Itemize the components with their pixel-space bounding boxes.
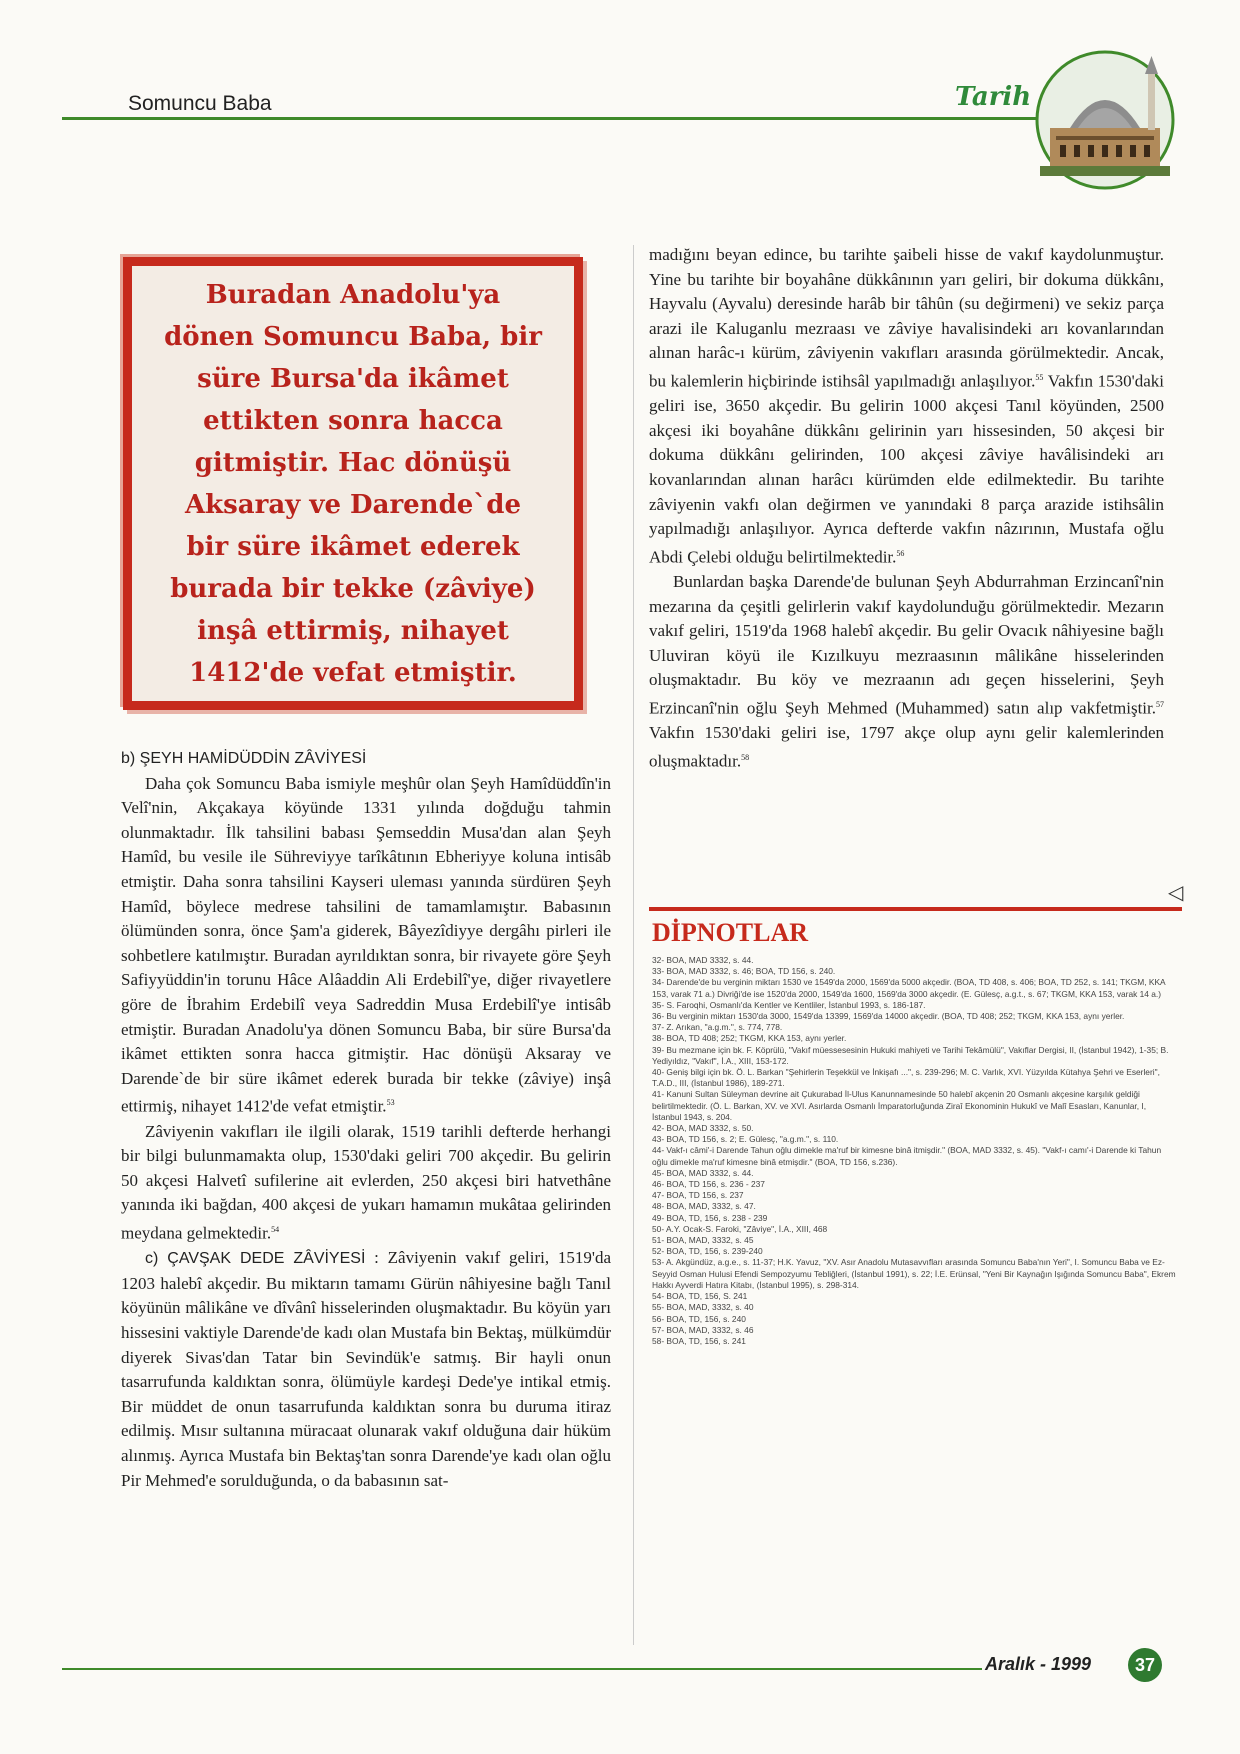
page-header: [0, 0, 1240, 200]
paragraph: Bunlardan başka Darende'de bulunan Şeyh Abdurrahman Erzincanî'nin mezarına da çeşitli gelirlerin vakıf kaydolunduğu görülmektedir. Mezarın vakıf geliri, 1519'da 1968 halebî akçedir. Bu gelir Ovacık nâhiyesine bağlı Uluviran köyü ile Kızılkuyu mezraasının mâlikâne hisselerinden oluşmaktadır. Bu köy ve mezraanın adı geçen hisselerini, Şeyh Erzincanî'nin oğlu Şeyh Mehmed (Muhammed) satın alıp vakfetmiştir.$^{57}$ Vakfın 1530'daki geliri ise, 1797 akçe olup aynı gelir kalemlerinden oluşmaktadır.$^{58}$: [649, 572, 1164, 771]
footnote-item: 51- BOA, MAD, 3332, s. 45: [652, 1235, 754, 1246]
section-title: Tarih: [955, 82, 1032, 112]
footnote-item: 44- Vakf-ı câmi'-i Darende Tahun oğlu dimekle ma'ruf bir kimesne binâ itmişdir." (BOA, MAD 3332, s. 45). "Vakf-ı camı'-i Darende ki Tahun oğlu dimekle ma'ruf kimesne binâ etmişdir." (BOA, TD 156, s.236).: [652, 1145, 1162, 1167]
page-number: 37: [1128, 1648, 1162, 1682]
footnote-item: 37- Z. Arıkan, "a.g.m.", s. 774, 778.: [652, 1022, 783, 1033]
paragraph: Daha çok Somuncu Baba ismiyle meşhûr olan Şeyh Hamîdüddîn'in Velî'nin, Akçakaya köyünde 1331 yılında doğduğu tahmin olunmaktadır. İlk tahsilini babası Şemseddin Musa'dan alan Şeyh Hamîd, bu vesile ile Sühreviyye tarîkâtının Ebheriyye koluna intisâb etmiştir. Daha sonra tahsilini Kayseri uleması yanında sürdüren Şeyh Hamîd, böylece medrese tahsilini de tamamlamıştır. Babasının ölümünden sonra, önce Şam'a giderek, Bâyezîdiyye dergâhı pirleri ile sohbetlere katılmıştır. Buradan ayrıldıktan sonra, bir rivayete göre Şeyh Safiyyüddin'in torunu Hâce Alâaddin Ali Erdebilî'ye, diğer rivayetlere göre de İbrahim Erdebilî veya Sadreddin Musa Erdebilî'ye intisâb etmiştir. Buradan Anadolu'ya dönen Somuncu Baba, bir süre Bursa'da ikâmet ettikten sonra hacca gitmiştir. Hac dönüşü Aksaray ve Darende`de bir süre ikâmet ederek burada bir tekke (zâviye) inşâ ettirmiş, nihayet 1412'de vefat etmiştir.$^{53}$: [121, 773, 611, 1116]
footnote-item: 45- BOA, MAD 3332, s. 44.: [652, 1167, 754, 1178]
footnote-item: 41- Kanuni Sultan Süleyman devrine ait Çukurabad İl-Ulus Kanunnamesinde 50 halebî akçenin 20 Osmanlı akçesine karşılık geldiği belirtilmektedir. (Ö. L. Barkan, XV. ve XVI. Asırlarda Osmanlı İmparatorluğunda Ziraî Ekonominin Hukukî ve Malî Esasları, Kanunlar, I, İstanbul 1943, s. 204.: [652, 1089, 1147, 1122]
footnote-item: 57- BOA, MAD, 3332, s. 46: [652, 1324, 754, 1335]
footnote-item: 55- BOA, MAD, 3332, s. 40: [652, 1302, 754, 1313]
header-rule: [62, 117, 1077, 120]
footnote-item: 47- BOA, TD 156, s. 237: [652, 1190, 744, 1201]
paragraph: c) ÇAVŞAK DEDE ZÂVİYESİ : Zâviyenin vakıf geliri, 1519'da 1203 halebî akçedir. Bu miktarın tamamı Gürün nâhiyesine bağlı Tanıl köyünün mâlikâne ve dîvânî hisselerinden oluşmaktadır. Bu köyün yarı hissesini vaktiyle Darende'de kadı olan Mustafa bin Bektaş, mülkümdür diyerek Sivas'dan Tatar bin Sevindük'e satmış. Bir hayli onun tasarrufunda kaldıktan sonra, ölümüyle kardeşi Dede'ye intikal etmiş. Bir müddet de onun tasarrufunda kaldıktan sonra bu duruma itiraz edilmiş. Mısır sultanına müracaat olunarak vakıf olduğuna dair hüküm alınmış. Ayrıca Mustafa bin Bektaş'tan sonra Darende'ye kadı olan oğlu Pir Mehmed'e sorulduğunda, o da babasının sat-: [121, 1248, 611, 1490]
footnote-ref: 58: [741, 752, 750, 762]
subheading-b: b) ŞEYH HAMİDÜDDİN ZÂVİYESİ: [121, 750, 367, 767]
footnote-item: 40- Geniş bilgi için bk. Ö. L. Barkan "Şehirlerin Teşekkül ve İnkişafı ...", s. 239-296; M. C. Varlık, XVI. Yüzyılda Kütahya Şehri ve Eserleri", T.A.D., III, (İstanbul 1986), 189-271.: [652, 1067, 1160, 1089]
continue-arrow-icon: ◁: [1168, 882, 1184, 904]
footnote-item: 39- Bu mezmane için bk. F. Köprülü, "Vakıf müessesesinin Hukuki mahiyeti ve Tarihi Tekâmülü", Vakıflar Dergisi, II, (İstanbul 1942), 1-35; B. Yediyıldız, "Vakıf", İ.A., XIII, 153-172.: [652, 1044, 1169, 1066]
mosque-illustration: [1030, 50, 1180, 190]
footnote-item: 32- BOA, MAD 3332, s. 44.: [652, 955, 754, 965]
footnote-item: 43- BOA, TD 156, s. 2; E. Gülesç, "a.g.m.", s. 110.: [652, 1134, 839, 1145]
footnote-item: 49- BOA, TD, 156, s. 238 - 239: [652, 1212, 768, 1223]
magazine-name: Somuncu Baba: [128, 92, 272, 115]
footnote-item: 56- BOA, TD, 156, s. 240: [652, 1313, 746, 1324]
footnotes-bar: [649, 907, 1182, 911]
footnote-ref: 55: [1035, 372, 1044, 382]
footer-rule: [62, 1668, 982, 1670]
footnote-item: 54- BOA, TD, 156, S. 241: [652, 1291, 748, 1302]
footnote-item: 53- A. Akgündüz, a.g.e., s. 11-37; H.K. Yavuz, "XV. Asır Anadolu Mutasavvıfları arasında Somuncu Baba'nın Yeri", I. Somuncu Baba ve Ez-Seyyid Osman Hulusi Efendi Sempozyumu Tebliğleri, (İstanbul 1991), s. 22; İ.E. Erünsal, "Yeni Bir Kaynağın Işığında Somuncu Baba", Ekrem Hakkı Ayverdi Hatıra Kitabı, (İstanbul 1995), s. 298-314.: [652, 1257, 1176, 1290]
footnote-ref: 57: [1156, 700, 1164, 709]
footnote-item: 50- A.Y. Ocak-S. Faroki, "Zâviye", İ.A., XIII, 468: [652, 1223, 828, 1234]
footnote-item: 33- BOA, MAD 3332, s. 46; BOA, TD 156, s. 240.: [652, 966, 836, 977]
paragraph: madığını beyan edince, bu tarihte şaibeli hisse de vakıf kaydolunmuştur. Yine bu tarihte bir boyahâne dükkânının yarı geliri, bir dokuma dükkânı, Hayvalu (Ayvalu) deresinde harâb bir tâhûn (su değirmeni) ve sekiz parça arazi ile Kaluganlu mezraası ve zâviye havalisindeki arı kovanlarından alınan harâc-ı kürüm, zâviyenin vakıfları arasında görülmektedir. Ancak, bu kalemlerin hiçbirinde istihsâl yapılmadığı anlaşılıyor.$^{55}$ Vakfın 1530'daki geliri ise, 3650 akçedir. Bu gelirin 1000 akçesi Tanıl köyünden, 2500 akçesi iki boyahâne dükkânı gelirinin yarı hissesinden, 50 akçesi bir dokuma dükkânı gelirinden, 100 akçesi zâviye havâlisindeki arı kovanlarından alınan harâcı kürümden elde edilmektedir. Bu tarihte zâviyenin vakfı olan değirmen ve yanındaki 8 parça arazide istihsâlin yapılmadığı anlaşılıyor. Ayrıca defterde vakfın nâzırının, Mustafa oğlu Abdi Çelebi olduğu belirtilmektedir.$^{56}$: [649, 245, 1165, 567]
footnote-item: 52- BOA, TD, 156, s. 239-240: [652, 1246, 763, 1257]
footnote-ref: 54: [271, 1224, 280, 1234]
footnotes-title: DİPNOTLAR: [652, 918, 809, 947]
issue-date: Aralık - 1999: [985, 1654, 1092, 1674]
footnote-item: 58- BOA, TD, 156, s. 241: [652, 1335, 746, 1346]
footnote-item: 38- BOA, TD 408; 252; TKGM, KKA 153, aynı yerler.: [652, 1033, 847, 1044]
footnote-item: 48- BOA, MAD, 3332, s. 47.: [652, 1201, 756, 1212]
column-divider: [633, 245, 634, 1645]
footnote-item: 36- Bu verginin miktarı 1530'da 3000, 1549'da 13399, 1569'da 14000 akçedir. (BOA, TD 408; 252; TKGM, KKA 153, aynı yerler.: [652, 1011, 1125, 1022]
pull-quote-text: Buradan Anadolu'ya dönen Somuncu Baba, bir süre Bursa'da ikâmet ettikten sonra hacca gitmiştir. Hac dönüşü Aksaray ve Darende`de bir süre ikâmet ederek burada bir tekke (zâviye) inşâ ettirmiş, nihayet 1412'de vefat etmiştir.: [164, 279, 542, 688]
footnote-ref: 53: [386, 1098, 395, 1108]
left-column: [121, 747, 611, 1493]
footnote-item: 34- Darende'de bu verginin miktarı 1530 ve 1549'da 2000, 1569'da 5000 akçedir. (BOA, TD 408, s. 406; BOA, TD 252, s. 141; TKGM, KKA 153, varak 71 a.) Divriği'de ise 1520'da 2000, 1549'da 1600, 1569'da 3000 akçedir. (E. Gülesç, a.g.t., s. 67; TKGM, KKA 153, varak 14 a.): [652, 977, 1166, 999]
footnote-item: 46- BOA, TD 156, s. 236 - 237: [652, 1179, 765, 1190]
footnote-ref: 56: [896, 548, 905, 558]
paragraph: Zâviyenin vakıfları ile ilgili olarak, 1519 tarihli defterde herhangi bir bilgi bulunmamakta olup, 1530'daki geliri 700 akçedir. Bu gelirin 50 akçesi Halvetî sufilerine ait evlerden, 250 akçesi biri hatvethâne yanında iki bağdan, 400 akçesi de yukarı hamamın mukâtaa gelirinden meydana gelmektedir.$^{54}$: [121, 1121, 611, 1243]
footnote-item: 35- S. Faroqhi, Osmanlı'da Kentler ve Kentliler, İstanbul 1993, s. 186-187.: [652, 999, 926, 1010]
pull-quote: [123, 257, 583, 710]
subheading-c: c) ÇAVŞAK DEDE ZÂVİYESİ: [145, 1250, 366, 1268]
right-column: [649, 243, 1164, 774]
footnotes-list: [652, 955, 1177, 1347]
footnote-item: 42- BOA, MAD 3332, s. 50.: [652, 1123, 754, 1134]
